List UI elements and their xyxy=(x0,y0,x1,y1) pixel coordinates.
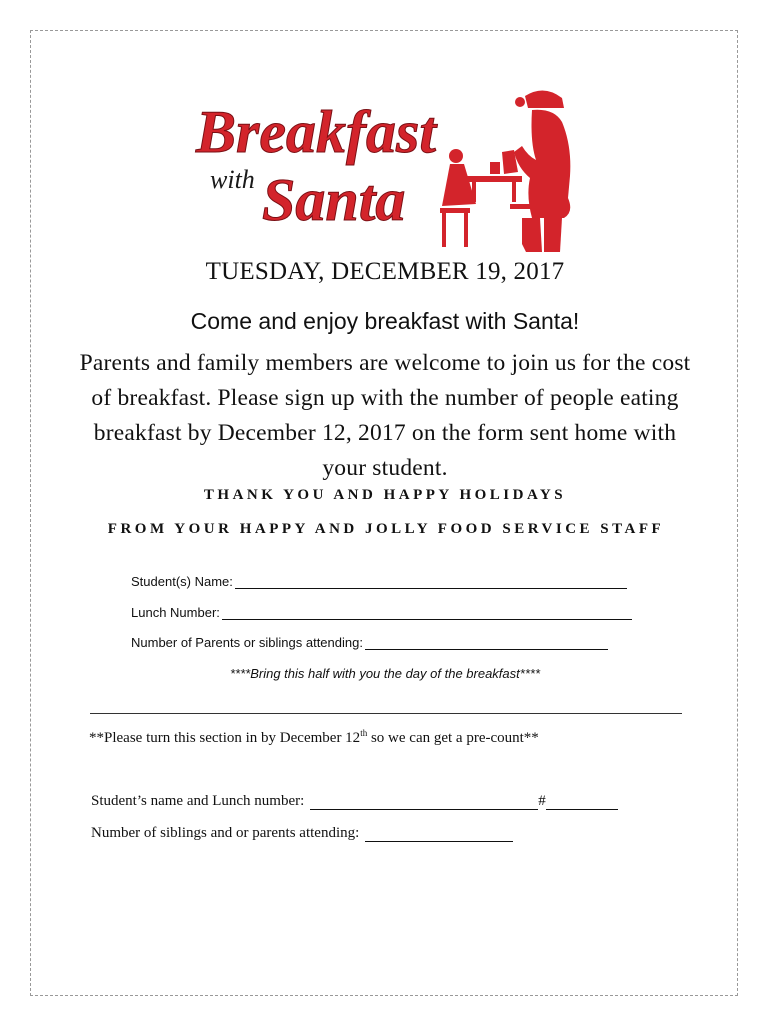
lunch-number-blank-bottom[interactable] xyxy=(546,794,618,810)
santa-body-icon xyxy=(514,110,570,218)
event-date: TUESDAY, DECEMBER 19, 2017 xyxy=(205,258,565,285)
invite-heading: Come and enjoy breakfast with Santa! xyxy=(190,308,580,334)
logo-with: with xyxy=(210,165,255,194)
siblings-attending-blank[interactable] xyxy=(365,826,513,842)
lunch-number-field[interactable] xyxy=(131,605,632,620)
intro-paragraph: Parents and family members are welcome to join us for the cost of breakfast. Please sign up with the number of people eating breakfast by December 12, 2017 on the form sent home with your student. xyxy=(79,350,691,481)
cut-line-divider xyxy=(90,713,682,714)
parents-attending-field[interactable] xyxy=(131,635,608,650)
hash-sign: # xyxy=(538,793,546,809)
girl-icon xyxy=(449,149,463,163)
precount-text-start: **Please turn this section in by December 12 xyxy=(89,730,361,746)
logo-breakfast: Breakfast xyxy=(196,99,436,165)
student-name-label: Student(s) Name: xyxy=(131,574,233,589)
siblings-attending-field[interactable] xyxy=(91,825,513,842)
student-lunch-label: Student’s name and Lunch number: xyxy=(91,793,305,809)
santa-hat-icon xyxy=(525,90,564,108)
precount-sup: th xyxy=(360,728,368,738)
lunch-number-label: Lunch Number: xyxy=(131,605,220,620)
student-name-field[interactable] xyxy=(131,574,627,589)
breakfast-with-santa-logo xyxy=(192,86,582,256)
lunch-number-blank[interactable] xyxy=(222,605,632,620)
precount-note xyxy=(89,728,539,747)
parents-attending-label: Number of Parents or siblings attending: xyxy=(131,635,363,650)
student-name-blank[interactable] xyxy=(235,574,627,589)
bring-note: ****Bring this half with you the day of the breakfast**** xyxy=(229,666,540,681)
from-staff-line: FROM YOUR HAPPY AND JOLLY FOOD SERVICE STAFF xyxy=(107,521,665,537)
thanks-line: THANK YOU AND HAPPY HOLIDAYS xyxy=(203,487,567,503)
parents-attending-blank[interactable] xyxy=(365,635,608,650)
student-lunch-blank[interactable] xyxy=(310,794,538,810)
student-lunch-field[interactable] xyxy=(91,793,618,810)
siblings-attending-label: Number of siblings and or parents attending: xyxy=(91,825,360,841)
logo-santa: Santa xyxy=(262,167,406,233)
precount-text-end: so we can get a pre-count** xyxy=(367,730,539,746)
